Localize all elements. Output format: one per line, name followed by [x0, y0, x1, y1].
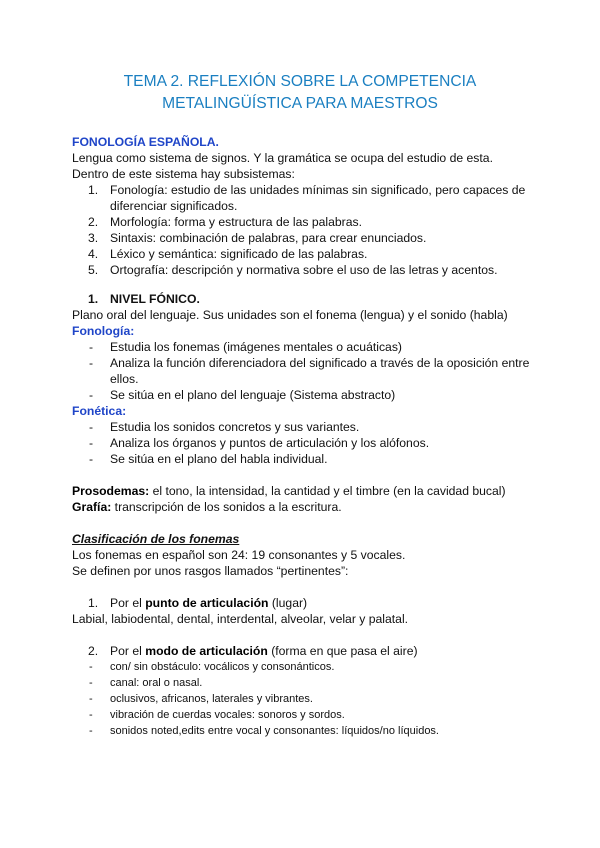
- bullet-text: canal: oral o nasal.: [110, 677, 203, 689]
- list-text: Sintaxis: combinación de palabras, para crear enunciados.: [110, 231, 427, 245]
- bullet-item: [89, 707, 345, 723]
- punto-articulacion-detail: Labial, labiodental, dental, interdental, alveolar, velar y palatal.: [72, 612, 409, 626]
- dash-marker: -: [89, 388, 94, 402]
- dash-marker: -: [89, 436, 94, 450]
- list-text: Fonología: estudio de las unidades mínimas sin significado, pero capaces de: [110, 183, 526, 197]
- bullet-text: vibración de cuerdas vocales: sonoros y sordos.: [110, 709, 345, 721]
- bullet-item: [89, 675, 202, 691]
- bullet-item: [89, 387, 395, 403]
- grafia-text: transcripción de los sonidos a la escritura.: [111, 500, 342, 514]
- list-text: Léxico y semántica: significado de las palabras.: [110, 247, 368, 261]
- bullet-item: [89, 339, 402, 355]
- prosodemas-text: el tono, la intensidad, la cantidad y el timbre (en la cavidad bucal): [149, 484, 506, 498]
- list-text-post: (lugar): [268, 596, 308, 610]
- intro-line-2: Dentro de este sistema hay subsistemas:: [72, 167, 295, 181]
- list-continuation: diferenciar significados.: [110, 199, 238, 213]
- bullet-text: Se sitúa en el plano del habla individual.: [110, 452, 328, 466]
- list-text-bold: punto de articulación: [145, 596, 269, 610]
- list-number: 1.: [88, 596, 99, 610]
- clasificacion-line-2: Se definen por unos rasgos llamados “pertinentes”:: [72, 564, 349, 578]
- grafia-line: [72, 499, 342, 515]
- clasificacion-heading: Clasificación de los fonemas: [72, 532, 240, 546]
- fonologia-label: Fonología:: [72, 324, 135, 338]
- bullet-continuation: ellos.: [110, 372, 139, 386]
- bullet-item: [89, 451, 328, 467]
- dash-marker: -: [89, 356, 94, 370]
- dash-marker: -: [89, 677, 93, 689]
- dash-marker: -: [89, 709, 93, 721]
- intro-line-1: Lengua como sistema de signos. Y la gramática se ocupa del estudio de esta.: [72, 151, 493, 165]
- list-item: [88, 246, 367, 262]
- list-item: [88, 595, 307, 611]
- bullet-item: [89, 355, 529, 371]
- list-number: 5.: [88, 263, 99, 277]
- list-text: Ortografía: descripción y normativa sobre el uso de las letras y acentos.: [110, 263, 498, 277]
- bullet-item: [89, 435, 429, 451]
- dash-marker: -: [89, 725, 93, 737]
- bullet-text: Analiza la función diferenciadora del significado a través de la oposición entre: [110, 356, 530, 370]
- fonetica-label: Fonética:: [72, 404, 127, 418]
- section-heading-nivel-fonico: [88, 291, 200, 307]
- dash-marker: -: [89, 693, 93, 705]
- list-text: Morfología: forma y estructura de las palabras.: [110, 215, 362, 229]
- list-text-pre: Por el: [110, 596, 146, 610]
- bullet-text: con/ sin obstáculo: vocálicos y consonánticos.: [110, 661, 335, 673]
- bullet-text: Se sitúa en el plano del lenguaje (Sistema abstracto): [110, 388, 396, 402]
- nivel-fonico-intro: Plano oral del lenguaje. Sus unidades son el fonema (lengua) y el sonido (habla): [72, 308, 508, 322]
- bullet-item: [89, 691, 313, 707]
- dash-marker: -: [89, 452, 94, 466]
- heading-text: NIVEL FÓNICO.: [110, 292, 200, 306]
- list-item: [88, 182, 525, 198]
- bullet-text: sonidos noted,edits entre vocal y consonantes: líquidos/no líquidos.: [110, 725, 439, 737]
- clasificacion-line-1: Los fonemas en español son 24: 19 consonantes y 5 vocales.: [72, 548, 406, 562]
- bullet-item: [89, 419, 359, 435]
- list-number: 3.: [88, 231, 99, 245]
- bullet-text: Estudia los sonidos concretos y sus variantes.: [110, 420, 360, 434]
- bullet-text: oclusivos, africanos, laterales y vibrantes.: [110, 693, 313, 705]
- list-item: [88, 230, 426, 246]
- bullet-text: Analiza los órganos y puntos de articulación y los alófonos.: [110, 436, 430, 450]
- prosodemas-label: Prosodemas:: [72, 484, 150, 498]
- title-line-2: METALINGÜÍSTICA PARA MAESTROS: [162, 95, 438, 112]
- heading-number: 1.: [88, 292, 99, 306]
- list-item: [88, 262, 497, 278]
- bullet-item: [89, 659, 334, 675]
- dash-marker: -: [89, 420, 94, 434]
- grafia-label: Grafía:: [72, 500, 112, 514]
- dash-marker: -: [89, 661, 93, 673]
- title-line-1: TEMA 2. REFLEXIÓN SOBRE LA COMPETENCIA: [123, 73, 477, 90]
- list-number: 2.: [88, 215, 99, 229]
- dash-marker: -: [89, 340, 94, 354]
- list-item: [88, 214, 362, 230]
- list-number: 4.: [88, 247, 99, 261]
- list-text-post: (forma en que pasa el aire): [267, 644, 418, 658]
- list-text-bold: modo de articulación: [145, 644, 268, 658]
- list-number: 1.: [88, 183, 99, 197]
- list-item: [88, 643, 418, 659]
- list-text-pre: Por el: [110, 644, 146, 658]
- prosodemas-line: [72, 483, 506, 499]
- section-heading-fonologia-espanola: FONOLOGÍA ESPAÑOLA.: [72, 135, 219, 149]
- bullet-text: Estudia los fonemas (imágenes mentales o acuáticas): [110, 340, 402, 354]
- list-number: 2.: [88, 644, 99, 658]
- bullet-item: [89, 723, 439, 739]
